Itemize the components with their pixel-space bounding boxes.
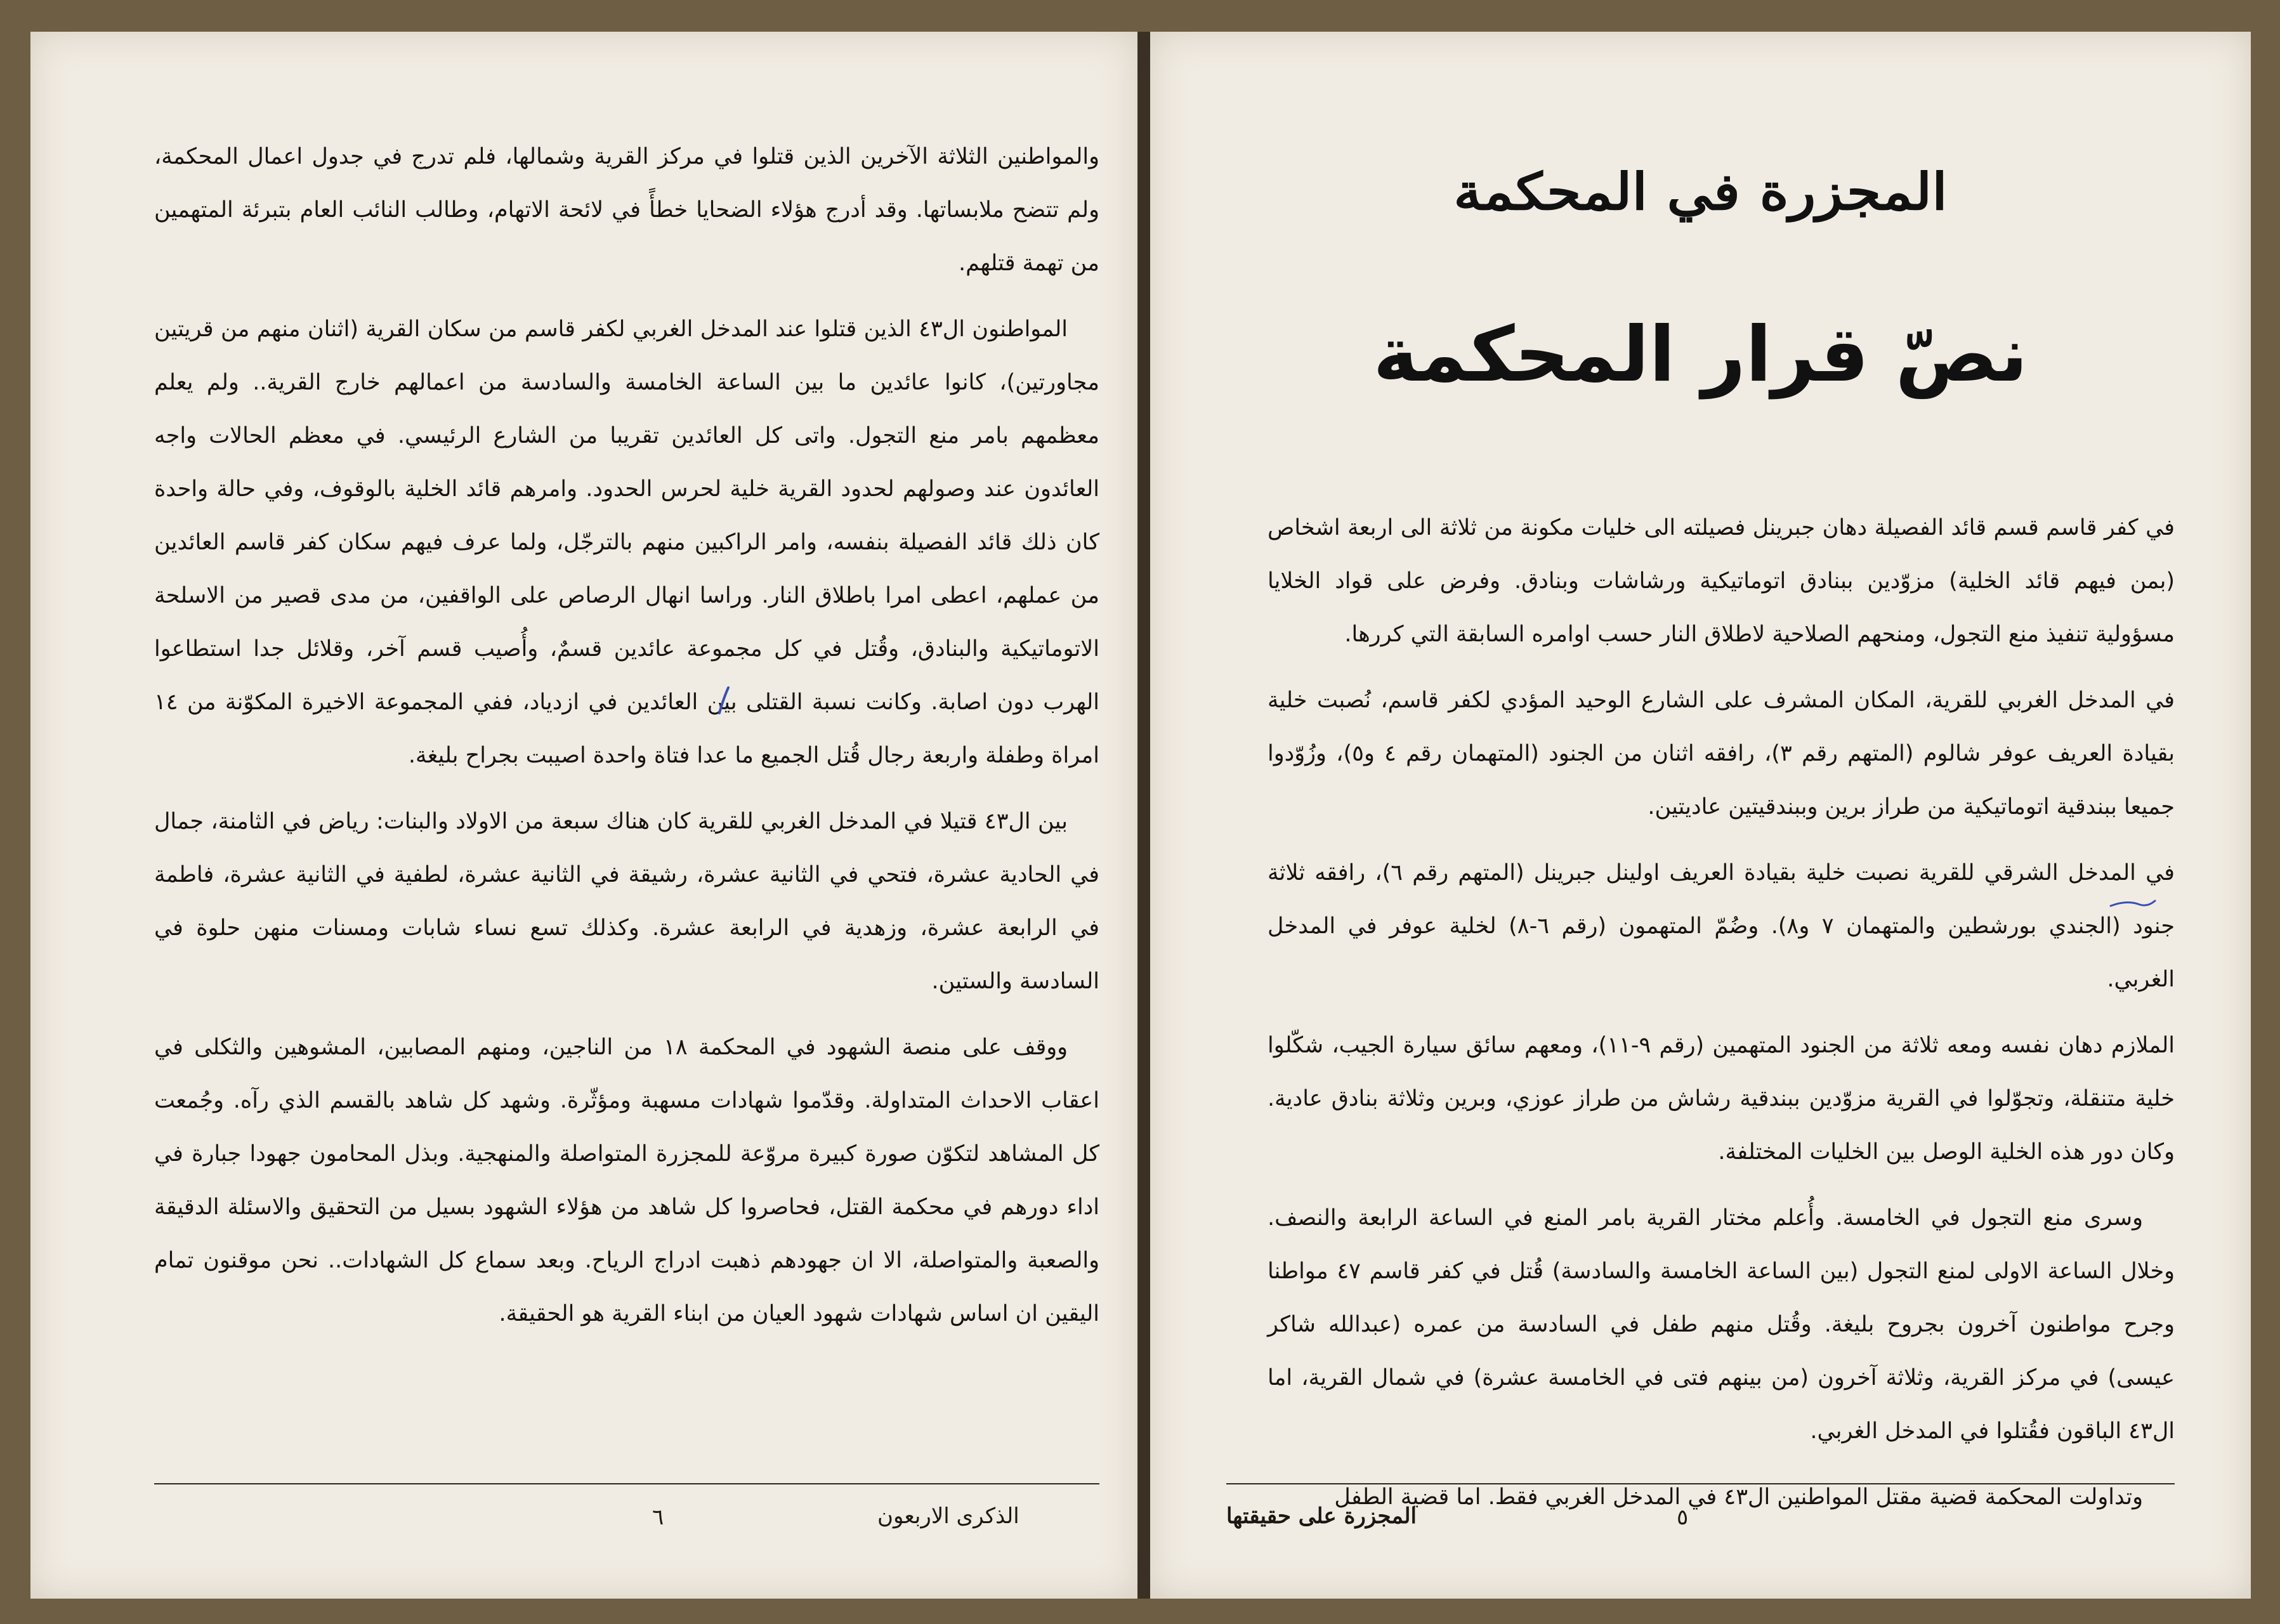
left-paragraph-2: المواطنون ال٤٣ الذين قتلوا عند المدخل الغربي لكفر قاسم من سكان القرية (اثنان منهم من قريتين مجاورتين)، كانوا عائدين ما بين الساعة الخامسة والسادسة من اعمالهم خارج القرية.. ولم يعلم معظمهم بامر منع التجول. واتى كل العائدين تقريبا من الشارع الرئيسي. في معظم الحالات واجه العائدون عند وصولهم لحدود القرية خلية لحرس الحدود. وامرهم قائد الخلية بالوقوف، وفي حالة واحدة كان ذلك قائد الفصيلة بنفسه، وامر الراكبين منهم بالترجّل، ولما عرف فيهم سكان كفر قاسم العائدين من عملهم، اعطى امرا باطلاق النار. وراسا انهال الرصاص على الواقفين، من مدى قصير من الاسلحة الاتوماتيكية والبنادق، وقُتل في كل مجموعة عائدين قسمٌ، وأُصيب قسم آخر، وقلائل جدا استطاعوا الهرب دون اصابة. وكانت نسبة القتلى بين العائدين في ازدياد، ففي المجموعة الاخيرة المكوّنة من ١٤ امراة وطفلة واربعة رجال قُتل الجميع ما عدا فتاة واحدة اصيبت بجراح بليغة. <box>154 317 1099 768</box>
right-page-number: ٥ <box>1677 1505 1689 1530</box>
left-paragraph-1: والمواطنين الثلاثة الآخرين الذين قتلوا في مركز القرية وشمالها، فلم تدرج في جدول اعمال المحكمة، ولم تتضح ملابساتها. وقد أدرج هؤلاء الضحايا خطأً في لائحة الاتهام، وطالب النائب العام بتبرئة المتهمين من تهمة قتلهم. <box>154 144 1099 276</box>
section-title: المجزرة في المحكمة <box>1453 162 1948 221</box>
page-heading: نصّ قرار المحكمة <box>1373 311 2028 399</box>
left-page-number: ٦ <box>652 1505 664 1530</box>
left-footer-rule <box>154 1483 1099 1484</box>
right-paragraph-1: في كفر قاسم قسم قائد الفصيلة دهان جبرينل فصيلته الى خليات مكونة من ثلاثة الى اربعة اشخاص (بمن فيهم قائد الخلية) مزوّدين ببنادق اتوماتيكية ورشاشات وبنادق. وفرض على قواد الخلايا مسؤولية تنفيذ منع التجول، ومنحهم الصلاحية لاطلاق النار حسب اوامره السابقة التي كررها. <box>1268 515 2175 647</box>
right-paragraph-6: وتداولت المحكمة قضية مقتل المواطنين ال٤٣ في المدخل الغربي فقط. اما قضية الطفل <box>1334 1484 2143 1510</box>
right-footer-rule <box>1226 1483 2175 1484</box>
right-paragraph-2: في المدخل الغربي للقرية، المكان المشرف على الشارع الوحيد المؤدي لكفر قاسم، نُصبت خلية بقيادة العريف عوفر شالوم (المتهم رقم ٣)، رافقه اثنان من الجنود (المتهمان رقم ٤ و٥)، وزُوّدوا جميعا ببندقية اتوماتيكية من طراز برين وببندقيتين عاديتين. <box>1268 688 2175 820</box>
booklet-spread <box>30 32 2251 1599</box>
left-paragraph-3: بين ال٤٣ قتيلا في المدخل الغربي للقرية كان هناك سبعة من الاولاد والبنات: رياض في الثامنة، جمال في الحادية عشرة، فتحي في الثانية عشرة، رشيقة في الثانية عشرة، لطفية في الثانية عشرة، فاطمة في الرابعة عشرة، وزهدية في الرابعة عشرة. وكذلك تسع نساء شابات ومسنات منهن حلوة في السادسة والستين. <box>154 809 1099 994</box>
pen-underline-mark <box>2108 894 2159 914</box>
left-page <box>30 32 1137 1599</box>
left-paragraph-4: ووقف على منصة الشهود في المحكمة ١٨ من الناجين، ومنهم المصابين، المشوهين والثكلى في اعقاب الاحداث المتداولة. وقدّموا شهادات مسهبة ومؤثّرة. وشهد كل شاهد بالقسم الذي رآه. وجُمعت كل المشاهد لتكوّن صورة كبيرة مروّعة للمجزرة المتواصلة والمنهجية. وبذل المحامون جهودا جبارة في اداء دورهم في محكمة القتل، فحاصروا كل شاهد من هؤلاء الشهود بسيل من التحقيق والاسئلة الدقيقة والصعبة والمتواصلة، الا ان جهودهم ذهبت ادراج الرياح. وبعد سماع كل الشهادات.. نحن موقنون تمام اليقين ان اساس شهادات شهود العيان من ابناء القرية هو الحقيقة. <box>154 1035 1099 1326</box>
right-page-body <box>1268 501 2175 1536</box>
right-paragraph-5: وسرى منع التجول في الخامسة. وأُعلم مختار القرية بامر المنع في الساعة الرابعة والنصف. وخلال الساعة الاولى لمنع التجول (بين الساعة الخامسة والسادسة) قُتل في كفر قاسم ٤٧ مواطنا وجرح مواطنون آخرون بجروح بليغة. وقُتل منهم طفل في السادسة من عمره (عبدالله شاكر عيسى) في مركز القرية، وثلاثة آخرون (من بينهم فتى في الخامسة عشرة) في شمال القرية، اما ال٤٣ الباقون فقُتلوا في المدخل الغربي. <box>1268 1205 2175 1444</box>
right-footer-title: المجزرة على حقيقتها <box>1226 1503 1417 1529</box>
left-page-body <box>154 130 1099 1353</box>
left-footer-title: الذكرى الاربعون <box>877 1503 1019 1529</box>
pen-mark <box>714 685 733 717</box>
right-page <box>1150 32 2251 1599</box>
right-paragraph-4: الملازم دهان نفسه ومعه ثلاثة من الجنود المتهمين (رقم ٩-١١)، ومعهم سائق سيارة الجيب، شكّلوا خلية متنقلة، وتجوّلوا في القرية مزوّدين ببندقية رشاش من طراز عوزي، وبرين وثلاثة بنادق عادية. وكان دور هذه الخلية الوصل بين الخليات المختلفة. <box>1268 1033 2175 1165</box>
right-paragraph-3: في المدخل الشرقي للقرية نصبت خلية بقيادة العريف اولينل جبرينل (المتهم رقم ٦)، رافقه ثلاثة جنود (الجندي بورشطين والمتهمان ٧ و٨). وضُمّ المتهمون (رقم ٦-٨) لخلية عوفر في المدخل الغربي. <box>1268 860 2175 992</box>
